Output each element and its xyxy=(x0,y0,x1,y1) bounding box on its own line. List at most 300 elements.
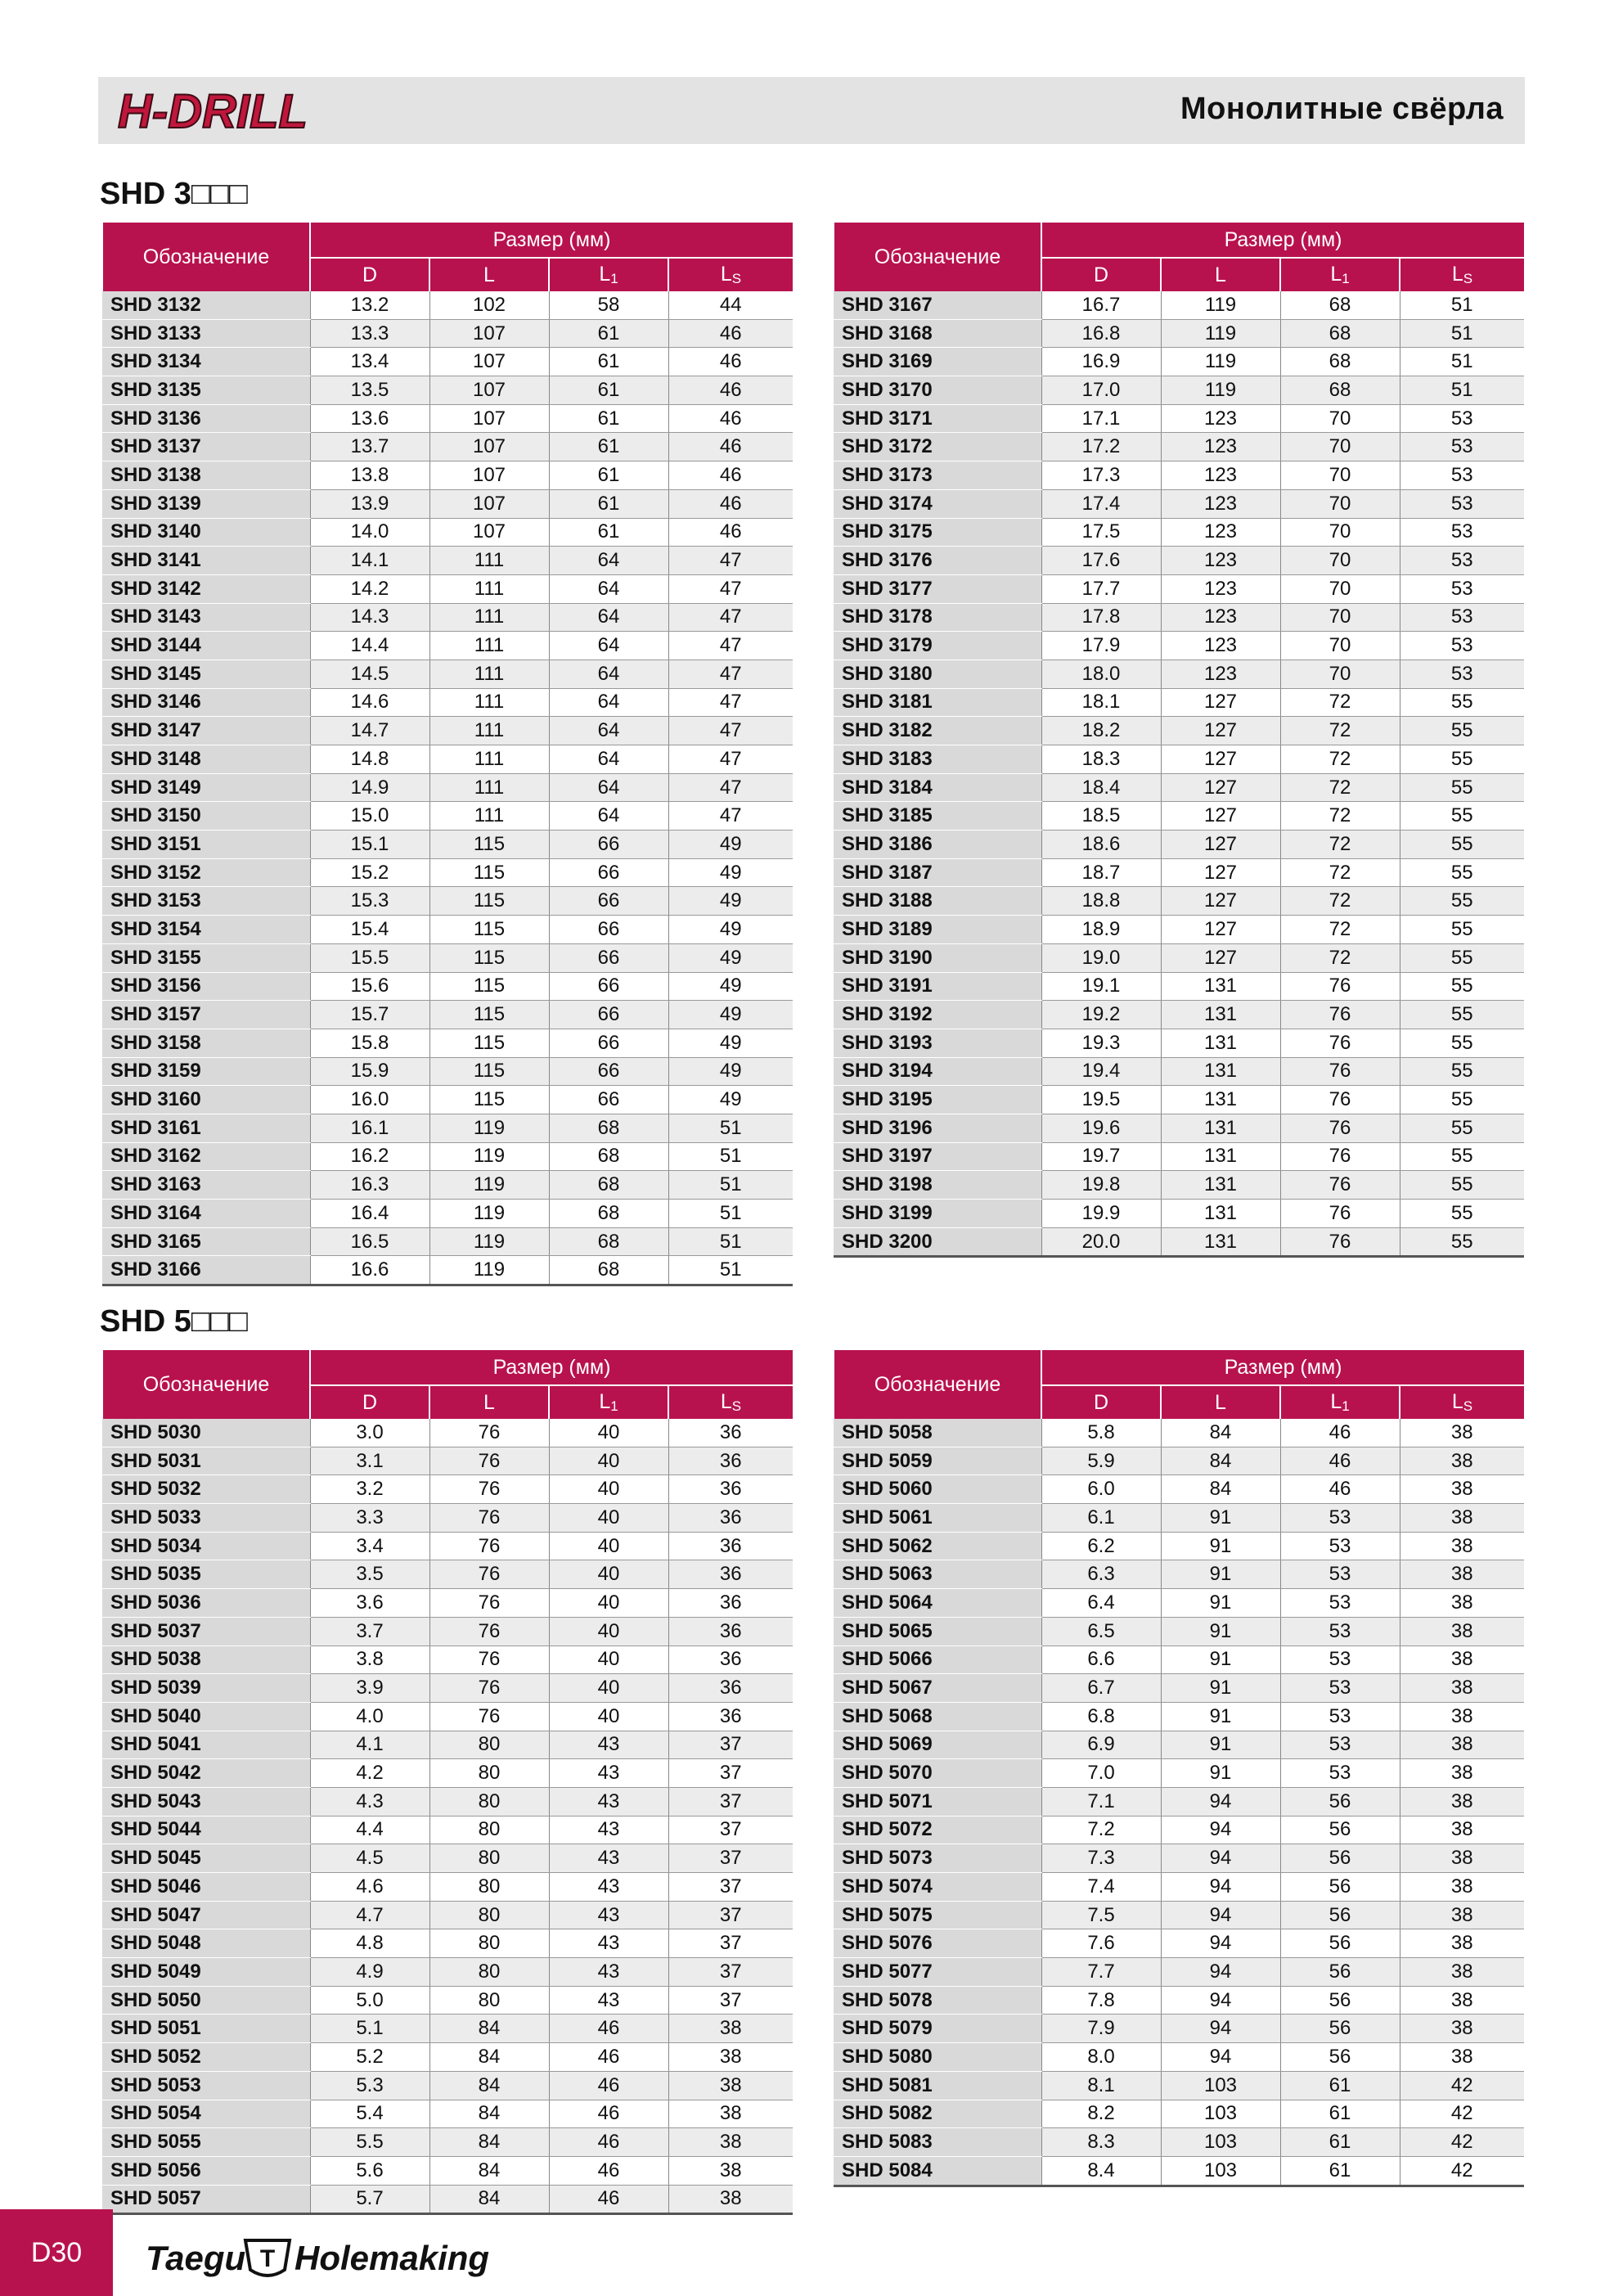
cell-d: 13.8 xyxy=(310,461,429,490)
cell-d: 15.4 xyxy=(310,916,429,944)
cell-l1: 66 xyxy=(549,1001,668,1029)
cell-l: 131 xyxy=(1161,1001,1280,1029)
header-col-d xyxy=(310,258,429,291)
table-row xyxy=(102,489,793,518)
cell-d: 14.4 xyxy=(310,632,429,660)
cell-ls: 38 xyxy=(668,2185,793,2214)
cell-designation: SHD 3167 xyxy=(834,291,1041,319)
cell-d: 5.9 xyxy=(1041,1447,1161,1475)
cell-ls: 37 xyxy=(668,1759,793,1788)
cell-ls: 37 xyxy=(668,1844,793,1873)
cell-ls: 55 xyxy=(1400,972,1524,1001)
cell-designation: SHD 3168 xyxy=(834,319,1041,348)
cell-l1: 43 xyxy=(549,1873,668,1902)
cell-designation: SHD 5054 xyxy=(102,2100,310,2128)
cell-designation: SHD 5057 xyxy=(102,2185,310,2214)
cell-d: 4.8 xyxy=(310,1929,429,1958)
cell-designation: SHD 5047 xyxy=(102,1901,310,1929)
cell-d: 18.4 xyxy=(1041,773,1161,802)
cell-l: 131 xyxy=(1161,1086,1280,1114)
cell-l1: 68 xyxy=(1280,348,1400,376)
cell-l1: 68 xyxy=(549,1171,668,1200)
spec-table-shd3-right xyxy=(833,223,1524,1258)
cell-l1: 43 xyxy=(549,1986,668,2015)
cell-designation: SHD 3181 xyxy=(834,688,1041,717)
cell-l: 111 xyxy=(429,745,549,774)
cell-ls: 47 xyxy=(668,660,793,688)
table-row xyxy=(834,1200,1524,1228)
cell-d: 6.2 xyxy=(1041,1532,1161,1560)
table-row xyxy=(102,1929,793,1958)
table-row xyxy=(102,291,793,319)
cell-designation: SHD 3197 xyxy=(834,1142,1041,1171)
cell-ls: 49 xyxy=(668,858,793,887)
header-col-l1 xyxy=(549,1385,668,1419)
table-row xyxy=(102,1114,793,1142)
cell-l: 102 xyxy=(429,291,549,319)
h-drill-logo xyxy=(115,82,319,139)
cell-d: 19.9 xyxy=(1041,1200,1161,1228)
cell-d: 6.4 xyxy=(1041,1589,1161,1618)
header-designation: Обозначение xyxy=(102,223,310,291)
cell-ls: 38 xyxy=(1400,2043,1524,2072)
cell-l: 115 xyxy=(429,858,549,887)
cell-designation: SHD 5062 xyxy=(834,1532,1041,1560)
section-title-shd3: SHD 3□□□ xyxy=(100,177,248,211)
cell-ls: 38 xyxy=(1400,1532,1524,1560)
header-col-label: L xyxy=(483,263,495,286)
cell-d: 16.1 xyxy=(310,1114,429,1142)
cell-d: 13.7 xyxy=(310,433,429,461)
cell-d: 7.3 xyxy=(1041,1844,1161,1873)
cell-d: 16.7 xyxy=(1041,291,1161,319)
cell-l: 91 xyxy=(1161,1532,1280,1560)
cell-designation: SHD 3135 xyxy=(102,376,310,405)
cell-designation: SHD 3149 xyxy=(102,773,310,802)
cell-designation: SHD 5048 xyxy=(102,1929,310,1958)
cell-designation: SHD 5031 xyxy=(102,1447,310,1475)
cell-d: 17.0 xyxy=(1041,376,1161,405)
table-row xyxy=(102,1759,793,1788)
cell-designation: SHD 5061 xyxy=(834,1504,1041,1533)
cell-ls: 55 xyxy=(1400,802,1524,831)
cell-d: 3.8 xyxy=(310,1645,429,1674)
cell-l: 80 xyxy=(429,1816,549,1844)
cell-l: 91 xyxy=(1161,1674,1280,1703)
table-row xyxy=(102,916,793,944)
cell-ls: 51 xyxy=(668,1142,793,1171)
cell-l: 127 xyxy=(1161,717,1280,745)
cell-d: 3.7 xyxy=(310,1617,429,1645)
cell-ls: 46 xyxy=(668,376,793,405)
table-row xyxy=(102,1057,793,1086)
cell-d: 16.0 xyxy=(310,1086,429,1114)
cell-l: 115 xyxy=(429,1086,549,1114)
cell-designation: SHD 3143 xyxy=(102,603,310,632)
cell-l: 115 xyxy=(429,943,549,972)
cell-l1: 76 xyxy=(1280,1114,1400,1142)
table-row xyxy=(102,1787,793,1816)
cell-designation: SHD 3148 xyxy=(102,745,310,774)
cell-d: 17.1 xyxy=(1041,404,1161,433)
cell-d: 19.7 xyxy=(1041,1142,1161,1171)
header-col-ls xyxy=(1400,258,1524,291)
cell-l1: 66 xyxy=(549,858,668,887)
cell-ls: 53 xyxy=(1400,433,1524,461)
cell-d: 17.9 xyxy=(1041,632,1161,660)
cell-l1: 56 xyxy=(1280,1873,1400,1902)
cell-ls: 46 xyxy=(668,433,793,461)
cell-d: 13.9 xyxy=(310,489,429,518)
cell-ls: 55 xyxy=(1400,831,1524,859)
table-row xyxy=(834,461,1524,490)
table-row xyxy=(102,773,793,802)
table-row xyxy=(834,1171,1524,1200)
cell-designation: SHD 5036 xyxy=(102,1589,310,1618)
cell-d: 4.2 xyxy=(310,1759,429,1788)
cell-l: 94 xyxy=(1161,1958,1280,1987)
cell-designation: SHD 5072 xyxy=(834,1816,1041,1844)
cell-l1: 61 xyxy=(549,376,668,405)
spec-table-shd5-right xyxy=(833,1350,1524,2187)
cell-l1: 46 xyxy=(549,2156,668,2185)
header-col-label: D xyxy=(362,1390,378,1414)
cell-designation: SHD 3133 xyxy=(102,319,310,348)
cell-l1: 61 xyxy=(549,348,668,376)
cell-ls: 53 xyxy=(1400,632,1524,660)
cell-d: 4.1 xyxy=(310,1731,429,1759)
table-row xyxy=(834,1986,1524,2015)
cell-designation: SHD 3139 xyxy=(102,489,310,518)
header-col-l1 xyxy=(1280,1385,1400,1419)
cell-ls: 38 xyxy=(1400,1447,1524,1475)
cell-designation: SHD 5060 xyxy=(834,1475,1041,1504)
table-row xyxy=(102,2156,793,2185)
cell-d: 15.0 xyxy=(310,802,429,831)
cell-designation: SHD 5052 xyxy=(102,2043,310,2072)
cell-l1: 72 xyxy=(1280,943,1400,972)
cell-l: 131 xyxy=(1161,1029,1280,1057)
table-row xyxy=(102,2071,793,2100)
cell-l: 107 xyxy=(429,433,549,461)
cell-ls: 51 xyxy=(668,1227,793,1256)
cell-l: 111 xyxy=(429,603,549,632)
cell-ls: 49 xyxy=(668,831,793,859)
table-row xyxy=(102,574,793,603)
cell-l1: 76 xyxy=(1280,1171,1400,1200)
header-col-subscript: 1 xyxy=(610,1398,618,1414)
cell-ls: 47 xyxy=(668,574,793,603)
cell-l: 123 xyxy=(1161,404,1280,433)
cell-designation: SHD 3163 xyxy=(102,1171,310,1200)
table-row xyxy=(834,404,1524,433)
cell-ls: 55 xyxy=(1400,1200,1524,1228)
table-row xyxy=(102,2128,793,2157)
cell-ls: 38 xyxy=(1400,1844,1524,1873)
header-col-l1 xyxy=(549,258,668,291)
cell-designation: SHD 5044 xyxy=(102,1816,310,1844)
cell-designation: SHD 5035 xyxy=(102,1560,310,1589)
cell-d: 14.3 xyxy=(310,603,429,632)
cell-d: 15.6 xyxy=(310,972,429,1001)
cell-l: 115 xyxy=(429,1001,549,1029)
cell-l: 119 xyxy=(429,1256,549,1285)
cell-d: 8.2 xyxy=(1041,2100,1161,2128)
cell-l1: 56 xyxy=(1280,1958,1400,1987)
cell-designation: SHD 3178 xyxy=(834,603,1041,632)
cell-designation: SHD 3158 xyxy=(102,1029,310,1057)
cell-l: 84 xyxy=(429,2071,549,2100)
cell-designation: SHD 3170 xyxy=(834,376,1041,405)
cell-l1: 43 xyxy=(549,1929,668,1958)
cell-l: 123 xyxy=(1161,489,1280,518)
cell-ls: 38 xyxy=(1400,1759,1524,1788)
cell-ls: 55 xyxy=(1400,1001,1524,1029)
header-col-subscript: 1 xyxy=(610,271,618,286)
cell-d: 7.6 xyxy=(1041,1929,1161,1958)
cell-l1: 61 xyxy=(549,518,668,547)
cell-l1: 56 xyxy=(1280,2015,1400,2043)
table-row xyxy=(834,376,1524,405)
cell-d: 16.3 xyxy=(310,1171,429,1200)
cell-l1: 43 xyxy=(549,1901,668,1929)
table-row xyxy=(102,1702,793,1731)
cell-d: 8.0 xyxy=(1041,2043,1161,2072)
table-row xyxy=(102,1227,793,1256)
cell-designation: SHD 3173 xyxy=(834,461,1041,490)
cell-designation: SHD 3137 xyxy=(102,433,310,461)
cell-l: 127 xyxy=(1161,887,1280,916)
table-row xyxy=(102,319,793,348)
section-title-shd5: SHD 5□□□ xyxy=(100,1304,248,1339)
cell-ls: 42 xyxy=(1400,2100,1524,2128)
cell-d: 5.1 xyxy=(310,2015,429,2043)
cell-d: 14.8 xyxy=(310,745,429,774)
cell-designation: SHD 5084 xyxy=(834,2156,1041,2186)
cell-d: 16.4 xyxy=(310,1200,429,1228)
header-col-d xyxy=(310,1385,429,1419)
cell-designation: SHD 5050 xyxy=(102,1986,310,2015)
cell-d: 15.2 xyxy=(310,858,429,887)
cell-l: 94 xyxy=(1161,2043,1280,2072)
cell-l1: 46 xyxy=(1280,1475,1400,1504)
cell-ls: 47 xyxy=(668,688,793,717)
table-row xyxy=(834,1419,1524,1447)
cell-ls: 51 xyxy=(668,1256,793,1285)
cell-l1: 61 xyxy=(1280,2156,1400,2186)
cell-designation: SHD 5063 xyxy=(834,1560,1041,1589)
cell-ls: 42 xyxy=(1400,2156,1524,2186)
cell-d: 16.6 xyxy=(310,1256,429,1285)
cell-d: 13.5 xyxy=(310,376,429,405)
cell-l: 115 xyxy=(429,972,549,1001)
cell-l: 119 xyxy=(1161,291,1280,319)
cell-d: 6.9 xyxy=(1041,1731,1161,1759)
table-row xyxy=(102,1617,793,1645)
cell-l1: 68 xyxy=(549,1200,668,1228)
cell-l1: 46 xyxy=(1280,1447,1400,1475)
table-row xyxy=(102,1447,793,1475)
cell-ls: 38 xyxy=(1400,1645,1524,1674)
cell-ls: 51 xyxy=(1400,319,1524,348)
cell-designation: SHD 5079 xyxy=(834,2015,1041,2043)
cell-ls: 55 xyxy=(1400,717,1524,745)
table-row xyxy=(834,489,1524,518)
cell-designation: SHD 5059 xyxy=(834,1447,1041,1475)
cell-d: 8.3 xyxy=(1041,2128,1161,2157)
cell-l: 76 xyxy=(429,1475,549,1504)
cell-designation: SHD 3169 xyxy=(834,348,1041,376)
cell-l: 115 xyxy=(429,916,549,944)
cell-designation: SHD 5038 xyxy=(102,1645,310,1674)
cell-d: 13.3 xyxy=(310,319,429,348)
cell-l1: 68 xyxy=(549,1227,668,1256)
cell-designation: SHD 5058 xyxy=(834,1419,1041,1447)
cell-ls: 38 xyxy=(1400,1560,1524,1589)
cell-l1: 68 xyxy=(549,1256,668,1285)
cell-l: 127 xyxy=(1161,916,1280,944)
cell-designation: SHD 5051 xyxy=(102,2015,310,2043)
table-row xyxy=(834,1227,1524,1257)
cell-designation: SHD 3164 xyxy=(102,1200,310,1228)
header-col-d xyxy=(1041,258,1161,291)
cell-ls: 36 xyxy=(668,1504,793,1533)
cell-ls: 55 xyxy=(1400,745,1524,774)
header-col-label: L xyxy=(720,263,732,286)
cell-l: 94 xyxy=(1161,1844,1280,1873)
logo-text: H-DRILL xyxy=(118,85,308,138)
cell-l1: 61 xyxy=(1280,2071,1400,2100)
cell-l1: 68 xyxy=(1280,291,1400,319)
cell-designation: SHD 3182 xyxy=(834,717,1041,745)
header-designation: Обозначение xyxy=(834,1350,1041,1419)
cell-l1: 66 xyxy=(549,943,668,972)
table-row xyxy=(834,433,1524,461)
cell-l1: 53 xyxy=(1280,1702,1400,1731)
cell-d: 3.2 xyxy=(310,1475,429,1504)
table-row xyxy=(102,1816,793,1844)
table-row xyxy=(834,1560,1524,1589)
table-row xyxy=(102,831,793,859)
cell-l1: 40 xyxy=(549,1589,668,1618)
cell-designation: SHD 5077 xyxy=(834,1958,1041,1987)
spec-table-shd5-left xyxy=(101,1350,793,2215)
table-row xyxy=(834,972,1524,1001)
cell-l: 80 xyxy=(429,1731,549,1759)
cell-d: 15.7 xyxy=(310,1001,429,1029)
cell-l1: 64 xyxy=(549,688,668,717)
cell-l1: 64 xyxy=(549,717,668,745)
header-col-subscript: S xyxy=(731,271,742,286)
cell-d: 4.5 xyxy=(310,1844,429,1873)
cell-d: 19.3 xyxy=(1041,1029,1161,1057)
table-row xyxy=(834,2043,1524,2072)
cell-l1: 72 xyxy=(1280,717,1400,745)
cell-l1: 56 xyxy=(1280,1929,1400,1958)
table-row xyxy=(834,632,1524,660)
table-row xyxy=(834,1589,1524,1618)
cell-d: 5.3 xyxy=(310,2071,429,2100)
cell-ls: 55 xyxy=(1400,916,1524,944)
cell-d: 17.6 xyxy=(1041,547,1161,575)
cell-designation: SHD 5040 xyxy=(102,1702,310,1731)
cell-l: 94 xyxy=(1161,1901,1280,1929)
cell-d: 17.3 xyxy=(1041,461,1161,490)
cell-d: 3.9 xyxy=(310,1674,429,1703)
cell-ls: 51 xyxy=(668,1114,793,1142)
brand-text-taegu: Taegu xyxy=(146,2239,246,2277)
cell-ls: 46 xyxy=(668,518,793,547)
cell-l1: 53 xyxy=(1280,1617,1400,1645)
cell-d: 18.9 xyxy=(1041,916,1161,944)
cell-l1: 43 xyxy=(549,1731,668,1759)
cell-l1: 58 xyxy=(549,291,668,319)
cell-l1: 70 xyxy=(1280,404,1400,433)
header-col-l xyxy=(1161,1385,1280,1419)
table-row xyxy=(102,632,793,660)
table-row xyxy=(102,1419,793,1447)
cell-l: 107 xyxy=(429,319,549,348)
cell-ls: 55 xyxy=(1400,1142,1524,1171)
cell-l1: 61 xyxy=(549,433,668,461)
cell-ls: 36 xyxy=(668,1645,793,1674)
cell-l: 80 xyxy=(429,1929,549,1958)
brand-emblem-letter: T xyxy=(259,2245,276,2272)
table-row xyxy=(102,433,793,461)
table-row xyxy=(102,547,793,575)
spec-table-shd3-left xyxy=(101,223,793,1286)
cell-designation: SHD 5078 xyxy=(834,1986,1041,2015)
cell-ls: 44 xyxy=(668,291,793,319)
cell-l: 103 xyxy=(1161,2156,1280,2186)
header-col-label: L xyxy=(1330,263,1342,286)
cell-l: 119 xyxy=(1161,319,1280,348)
cell-d: 4.6 xyxy=(310,1873,429,1902)
cell-d: 7.0 xyxy=(1041,1759,1161,1788)
cell-l1: 46 xyxy=(549,2071,668,2100)
cell-l: 115 xyxy=(429,1057,549,1086)
cell-d: 19.5 xyxy=(1041,1086,1161,1114)
cell-d: 5.8 xyxy=(1041,1419,1161,1447)
header-col-subscript: S xyxy=(1463,271,1473,286)
table-row xyxy=(102,1256,793,1285)
table-row xyxy=(102,1001,793,1029)
cell-ls: 42 xyxy=(1400,2128,1524,2157)
cell-l: 111 xyxy=(429,688,549,717)
cell-ls: 38 xyxy=(1400,1873,1524,1902)
cell-designation: SHD 5068 xyxy=(834,1702,1041,1731)
cell-l1: 70 xyxy=(1280,603,1400,632)
cell-d: 13.2 xyxy=(310,291,429,319)
cell-d: 13.6 xyxy=(310,404,429,433)
cell-l: 107 xyxy=(429,348,549,376)
cell-ls: 38 xyxy=(668,2128,793,2157)
cell-d: 6.7 xyxy=(1041,1674,1161,1703)
cell-l1: 64 xyxy=(549,745,668,774)
header-size: Размер (мм) xyxy=(310,223,793,258)
cell-d: 18.6 xyxy=(1041,831,1161,859)
cell-l1: 72 xyxy=(1280,688,1400,717)
table-row xyxy=(834,1001,1524,1029)
cell-l1: 43 xyxy=(549,1759,668,1788)
cell-ls: 46 xyxy=(668,348,793,376)
cell-l: 91 xyxy=(1161,1589,1280,1618)
cell-l1: 40 xyxy=(549,1447,668,1475)
header-col-label: L xyxy=(483,1390,495,1414)
cell-d: 3.1 xyxy=(310,1447,429,1475)
cell-designation: SHD 3153 xyxy=(102,887,310,916)
cell-ls: 55 xyxy=(1400,887,1524,916)
